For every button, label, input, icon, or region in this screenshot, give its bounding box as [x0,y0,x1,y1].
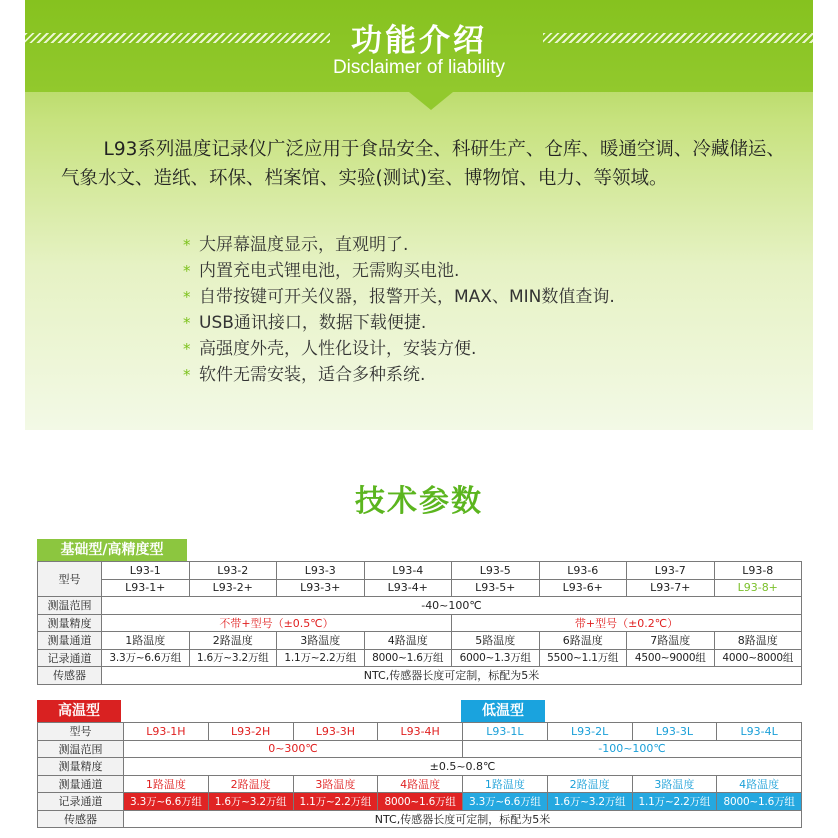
model-cell: L93-3L [632,723,717,741]
basic-type-tag: 基础型/高精度型 [37,539,187,561]
row-label: 传感器 [38,810,124,828]
row-label: 测量精度 [38,758,124,776]
feature-item [183,362,803,388]
intro-paragraph: L93系列温度记录仪广泛应用于食品安全、科研生产、仓库、暖通空调、冷藏储运、气象水文、造纸、环保、档案馆、实验(测试)室、博物馆、电力、等领域。 [61,139,785,189]
high-temp-tag: 高温型 [37,700,121,722]
record-cell: 3.3万~6.6万组 [102,649,190,667]
table-row [38,810,802,828]
section-title: 功能介绍 [351,23,487,59]
model-cell: L93-4 [364,562,452,580]
feature-item [183,336,803,362]
model-plus-cell: L93-5+ [452,579,540,597]
model-cell: L93-3H [293,723,378,741]
feature-panel [25,0,813,430]
table-row [38,667,802,685]
channel-cell: 3路温度 [632,775,717,793]
bullet-star-icon: * [183,340,191,358]
record-cell: 5500~1.1万组 [539,649,627,667]
channel-cell: 1路温度 [463,775,548,793]
channel-cell: 4路温度 [378,775,463,793]
range-cell: -40~100℃ [102,597,802,615]
feature-text: 内置充电式锂电池，无需购买电池. [199,261,460,281]
feature-text: 高强度外壳，人性化设计，安装方便. [199,339,477,359]
bullet-star-icon: * [183,314,191,332]
table-row [38,758,802,776]
sensor-cell: NTC,传感器长度可定制，标配为5米 [102,667,802,685]
row-label: 记录通道 [38,649,102,667]
model-plus-cell: L93-6+ [539,579,627,597]
row-label: 传感器 [38,667,102,685]
record-cell: 8000~1.6万组 [364,649,452,667]
channel-cell: 3路温度 [277,632,365,650]
record-cell: 1.1万~2.2万组 [277,649,365,667]
accuracy-cell: ±0.5~0.8℃ [124,758,802,776]
feature-text: 自带按键可开关仪器，报警开关，MAX、MIN数值查询. [199,287,615,307]
channel-cell: 2路温度 [547,775,632,793]
bullet-star-icon: * [183,366,191,384]
model-cell: L93-5 [452,562,540,580]
record-cell: 4000~8000组 [714,649,802,667]
model-plus-cell: L93-4+ [364,579,452,597]
table-row [38,597,802,615]
table-row [38,740,802,758]
model-cell: L93-2H [208,723,293,741]
channel-cell: 2路温度 [189,632,277,650]
channel-cell: 6路温度 [539,632,627,650]
feature-item [183,258,803,284]
table-row [38,793,802,811]
accuracy-plus-cell: 带+型号（±0.2℃） [452,614,802,632]
model-cell: L93-1L [463,723,548,741]
bullet-star-icon: * [183,288,191,306]
table-row [38,723,802,741]
row-label: 测量通道 [38,632,102,650]
table-row [38,579,802,597]
row-label: 测量精度 [38,614,102,632]
record-cell: 3.3万~6.6万组 [124,793,209,811]
feature-item [183,232,803,258]
record-cell: 3.3万~6.6万组 [463,793,548,811]
model-cell: L93-4L [717,723,802,741]
model-cell: L93-4H [378,723,463,741]
table-row [38,632,802,650]
record-cell: 1.1万~2.2万组 [293,793,378,811]
feature-text: 软件无需安装，适合多种系统. [199,365,426,385]
accuracy-standard-cell: 不带+型号（±0.5℃） [102,614,452,632]
model-cell: L93-8 [714,562,802,580]
row-label: 测温范围 [38,740,124,758]
row-label: 记录通道 [38,793,124,811]
model-cell: L93-2L [547,723,632,741]
range-low-cell: -100~100℃ [463,740,802,758]
row-label: 测量通道 [38,775,124,793]
record-cell: 1.6万~3.2万组 [189,649,277,667]
feature-item [183,310,803,336]
table-row [38,562,802,580]
bullet-star-icon: * [183,262,191,280]
range-high-cell: 0~300℃ [124,740,463,758]
low-temp-tag: 低温型 [461,700,545,722]
record-cell: 6000~1.3万组 [452,649,540,667]
header-notch [409,92,453,110]
table-row [38,649,802,667]
model-plus-cell: L93-8+ [714,579,802,597]
model-cell: L93-1 [102,562,190,580]
feature-text: USB通讯接口，数据下载便捷. [199,313,427,333]
channel-cell: 2路温度 [208,775,293,793]
row-label: 测温范围 [38,597,102,615]
channel-cell: 7路温度 [627,632,715,650]
record-cell: 1.6万~3.2万组 [547,793,632,811]
channel-cell: 4路温度 [717,775,802,793]
channel-cell: 4路温度 [364,632,452,650]
model-cell: L93-2 [189,562,277,580]
channel-cell: 1路温度 [124,775,209,793]
model-plus-cell: L93-7+ [627,579,715,597]
model-plus-cell: L93-2+ [189,579,277,597]
row-label: 型号 [38,562,102,597]
model-plus-cell: L93-3+ [277,579,365,597]
model-cell: L93-6 [539,562,627,580]
feature-list [183,232,803,388]
feature-text: 大屏幕温度显示，直观明了. [199,235,409,255]
record-cell: 8000~1.6万组 [717,793,802,811]
table-row [38,775,802,793]
record-cell: 4500~9000组 [627,649,715,667]
model-cell: L93-3 [277,562,365,580]
channel-cell: 1路温度 [102,632,190,650]
table-row [38,614,802,632]
record-cell: 8000~1.6万组 [378,793,463,811]
model-plus-cell: L93-1+ [102,579,190,597]
row-label: 型号 [38,723,124,741]
channel-cell: 3路温度 [293,775,378,793]
basic-spec-table [37,561,802,685]
channel-cell: 8路温度 [714,632,802,650]
spec-section-title: 技术参数 [355,484,483,519]
bullet-star-icon: * [183,236,191,254]
channel-cell: 5路温度 [452,632,540,650]
panel-header-band [25,0,813,92]
model-cell: L93-1H [124,723,209,741]
model-cell: L93-7 [627,562,715,580]
section-subtitle: Disclaimer of liability [332,57,506,78]
feature-item [183,284,803,310]
sensor-cell: NTC,传感器长度可定制，标配为5米 [124,810,802,828]
temp-spec-table [37,722,802,828]
record-cell: 1.6万~3.2万组 [208,793,293,811]
record-cell: 1.1万~2.2万组 [632,793,717,811]
